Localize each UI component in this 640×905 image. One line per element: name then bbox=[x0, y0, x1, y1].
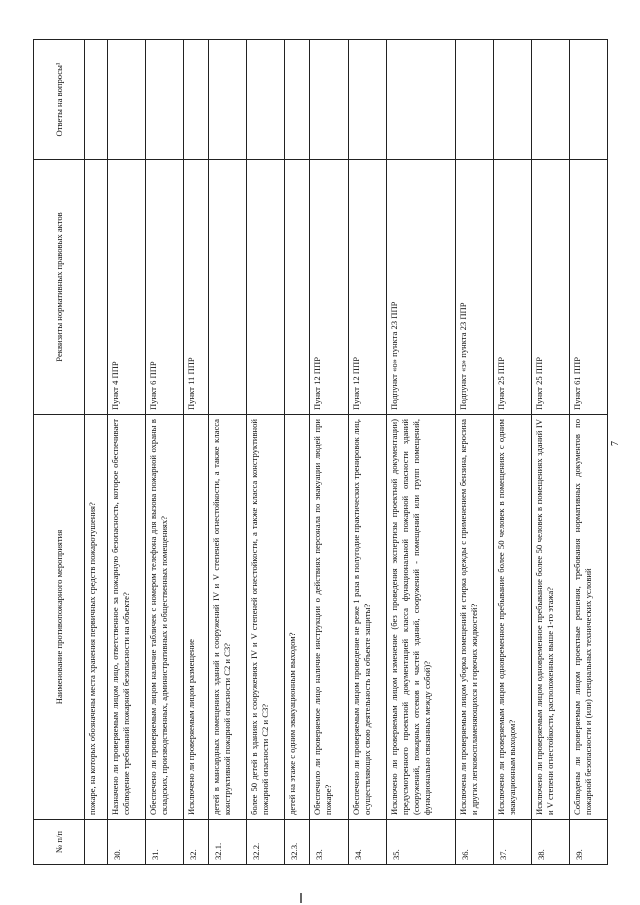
row-answer[interactable] bbox=[309, 39, 347, 159]
row-requisites bbox=[284, 159, 309, 414]
table-row bbox=[284, 39, 309, 864]
table-row bbox=[386, 39, 455, 864]
row-measure: пожаре, на которых обозначены места хранения первичных средств пожаротушения? bbox=[84, 414, 107, 819]
header-name: Наименование противопожарного мероприятия bbox=[33, 414, 84, 819]
row-requisites bbox=[246, 159, 284, 414]
table-row bbox=[208, 39, 246, 864]
row-requisites: Подпункт «о» пункта 23 ППР bbox=[386, 159, 455, 414]
row-measure: детей в мансардных помещениях зданий и сооружений IV и V степеней огнестойкости, а также класса конструктивной пожарной опасности С2 и С3? bbox=[208, 414, 246, 819]
row-requisites: Пункт 25 ППР bbox=[531, 159, 569, 414]
inspection-checklist-table-wrapper bbox=[33, 40, 608, 865]
row-measure: Назначено ли проверяемым лицом лицо, ответственное за пожарную безопасность, которое обеспечивает соблюдение требований пожарной безопасности на объекте? bbox=[107, 414, 145, 819]
row-answer[interactable] bbox=[455, 39, 493, 159]
row-measure: Обеспечило ли проверяемое лицо наличие инструкции о действиях персонала по эвакуации людей при пожаре? bbox=[309, 414, 347, 819]
row-requisites: Пункт 12 ППР bbox=[309, 159, 347, 414]
row-answer[interactable] bbox=[208, 39, 246, 159]
row-measure: Обеспечено ли проверяемым лицом проведение не реже 1 раза в полугодие практических тренировок лиц, осуществляющих свою деятельность на объекте защиты? bbox=[348, 414, 386, 819]
row-num: 31. bbox=[145, 819, 183, 864]
row-requisites bbox=[84, 159, 107, 414]
row-num: 39. bbox=[569, 819, 607, 864]
table-row bbox=[145, 39, 183, 864]
row-requisites: Пункт 4 ППР bbox=[107, 159, 145, 414]
row-num: 32. bbox=[183, 819, 208, 864]
inspection-checklist-table bbox=[33, 39, 608, 865]
table-row bbox=[455, 39, 493, 864]
row-measure: Исключено ли проверяемым лицом размещение bbox=[183, 414, 208, 819]
row-measure: Исключено ли проверяемым лицом одновременное пребывание более 50 человек в помещениях с одним эвакуационным выходом? bbox=[493, 414, 531, 819]
row-measure: Исключено ли проверяемым лицом одновременное пребывание более 50 человек в помещениях зданий IV и V степени огнестойкости, расположенных выше 1-го этажа? bbox=[531, 414, 569, 819]
row-measure: Соблюдены ли проверяемым лицом проектные решения, требования нормативных документов по пожарной безопасности и (или) специальных технических условий bbox=[569, 414, 607, 819]
row-num: 32.1. bbox=[208, 819, 246, 864]
scan-mark bbox=[300, 893, 302, 903]
row-answer[interactable] bbox=[183, 39, 208, 159]
header-num: № п/п bbox=[33, 819, 84, 864]
row-measure: Исключено ли проверяемым лицом изменение (без проведения экспертизы проектной документации) предусмотренного проектной документацией класса функциональной пожарной опасности зданий (сооружений, пожарных отсеков и частей зданий, сооружений - помещений или групп помещений, функционально связанных между собой)? bbox=[386, 414, 455, 819]
table-row bbox=[493, 39, 531, 864]
row-requisites: Пункт 11 ППР bbox=[183, 159, 208, 414]
row-requisites: Пункт 61 ППР bbox=[569, 159, 607, 414]
row-num: 32.3. bbox=[284, 819, 309, 864]
row-measure: Исключена ли проверяемым лицом уборка помещений и стирка одежды с применением бензина, керосина и других легковоспламеняющихся и горючих жидкостей? bbox=[455, 414, 493, 819]
page-number: 7 bbox=[610, 441, 621, 446]
table-row bbox=[348, 39, 386, 864]
row-measure: Обеспечено ли проверяемым лицом наличие табличек с номером телефона для вызова пожарной охраны в складских, производственных, административных и общественных помещениях? bbox=[145, 414, 183, 819]
row-answer[interactable] bbox=[531, 39, 569, 159]
row-requisites: Пункт 25 ППР bbox=[493, 159, 531, 414]
row-requisites: Подпункт «з» пункта 23 ППР bbox=[455, 159, 493, 414]
row-requisites bbox=[208, 159, 246, 414]
table-header-row bbox=[33, 39, 84, 864]
row-answer[interactable] bbox=[84, 39, 107, 159]
header-requisites: Реквизиты нормативных правовых актов bbox=[33, 159, 84, 414]
table-row bbox=[531, 39, 569, 864]
row-answer[interactable] bbox=[107, 39, 145, 159]
table-row bbox=[569, 39, 607, 864]
table-row bbox=[309, 39, 347, 864]
row-num: 36. bbox=[455, 819, 493, 864]
row-num bbox=[84, 819, 107, 864]
row-answer[interactable] bbox=[145, 39, 183, 159]
row-num: 38. bbox=[531, 819, 569, 864]
row-answer[interactable] bbox=[386, 39, 455, 159]
row-measure: более 50 детей в зданиях и сооружениях IV и V степеней огнестойкости, а также класса конструктивной пожарной опасности С2 и С3? bbox=[246, 414, 284, 819]
header-answers: Ответы на вопросы¹ bbox=[33, 39, 84, 159]
row-answer[interactable] bbox=[284, 39, 309, 159]
table-row bbox=[107, 39, 145, 864]
row-answer[interactable] bbox=[348, 39, 386, 159]
row-num: 33. bbox=[309, 819, 347, 864]
table-row bbox=[183, 39, 208, 864]
table-row bbox=[84, 39, 107, 864]
row-answer[interactable] bbox=[569, 39, 607, 159]
row-answer[interactable] bbox=[493, 39, 531, 159]
row-measure: детей на этаже с одним эвакуационным выходом? bbox=[284, 414, 309, 819]
row-requisites: Пункт 6 ППР bbox=[145, 159, 183, 414]
row-answer[interactable] bbox=[246, 39, 284, 159]
row-num: 32.2. bbox=[246, 819, 284, 864]
row-num: 35. bbox=[386, 819, 455, 864]
row-num: 37. bbox=[493, 819, 531, 864]
row-num: 34. bbox=[348, 819, 386, 864]
row-requisites: Пункт 12 ППР bbox=[348, 159, 386, 414]
table-row bbox=[246, 39, 284, 864]
row-num: 30. bbox=[107, 819, 145, 864]
